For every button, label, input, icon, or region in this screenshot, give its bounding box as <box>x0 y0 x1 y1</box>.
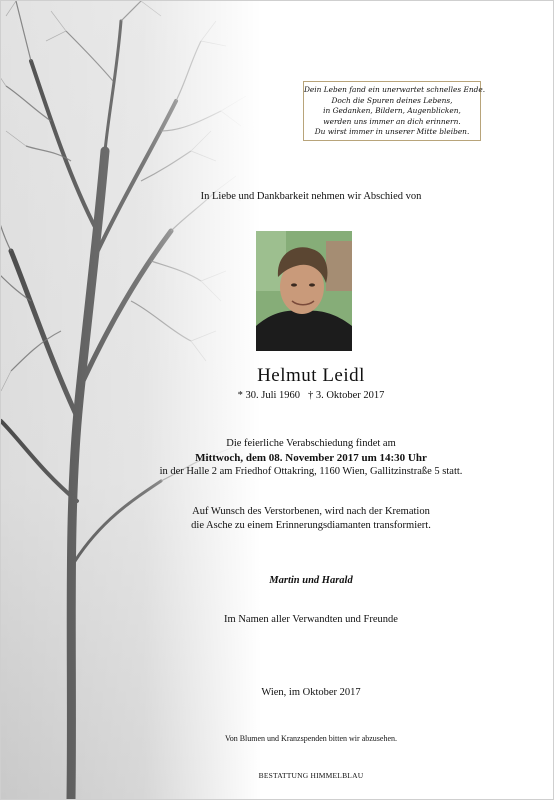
poem-line: werden uns immer an dich erinnern. <box>323 116 461 126</box>
intro-text: In Liebe und Dankbarkeit nehmen wir Abschied von <box>200 191 422 202</box>
portrait-photo <box>256 231 352 351</box>
poem-line: Du wirst immer in unserer Mitte bleiben. <box>314 127 470 137</box>
poem-line: in Gedanken, Bildern, Augenblicken, <box>323 106 461 116</box>
place-date: Wien, im Oktober 2017 <box>261 687 361 698</box>
ceremony-location: in der Halle 2 am Friedhof Ottakring, 1160 Wien, Gallitzinstraße 5 statt. <box>159 466 463 477</box>
mourners-names: Martin und Harald <box>269 575 353 586</box>
death-date: † 3. Oktober 2017 <box>307 390 385 401</box>
ceremony-line: Die feierliche Verabschiedung findet am <box>226 438 396 449</box>
on-behalf-text: Im Namen aller Verwandten und Freunde <box>224 614 398 625</box>
undertaker-name: BESTATTUNG HIMMELBLAU <box>258 771 364 780</box>
life-dates <box>111 390 511 401</box>
poem-line: Dein Leben fand ein unerwartet schnelles Ende. <box>304 85 486 94</box>
ceremony-datetime: Mittwoch, dem 08. November 2017 um 14:30 Uhr <box>195 452 427 464</box>
deceased-name: Helmut Leidl <box>257 365 365 386</box>
wish-line: Auf Wunsch des Verstorbenen, wird nach der Kremation <box>192 506 430 517</box>
flowers-note: Von Blumen und Kranzspenden bitten wir abzusehen. <box>224 734 398 743</box>
poem-box <box>303 81 486 141</box>
poem-line: Doch die Spuren deines Lebens, <box>331 95 453 105</box>
birth-date: * 30. Juli 1960 <box>237 390 301 401</box>
ceremony-info <box>111 437 511 479</box>
wish-line: die Asche zu einem Erinnerungsdiamanten transformiert. <box>191 520 431 531</box>
deceased-wish <box>111 505 511 533</box>
